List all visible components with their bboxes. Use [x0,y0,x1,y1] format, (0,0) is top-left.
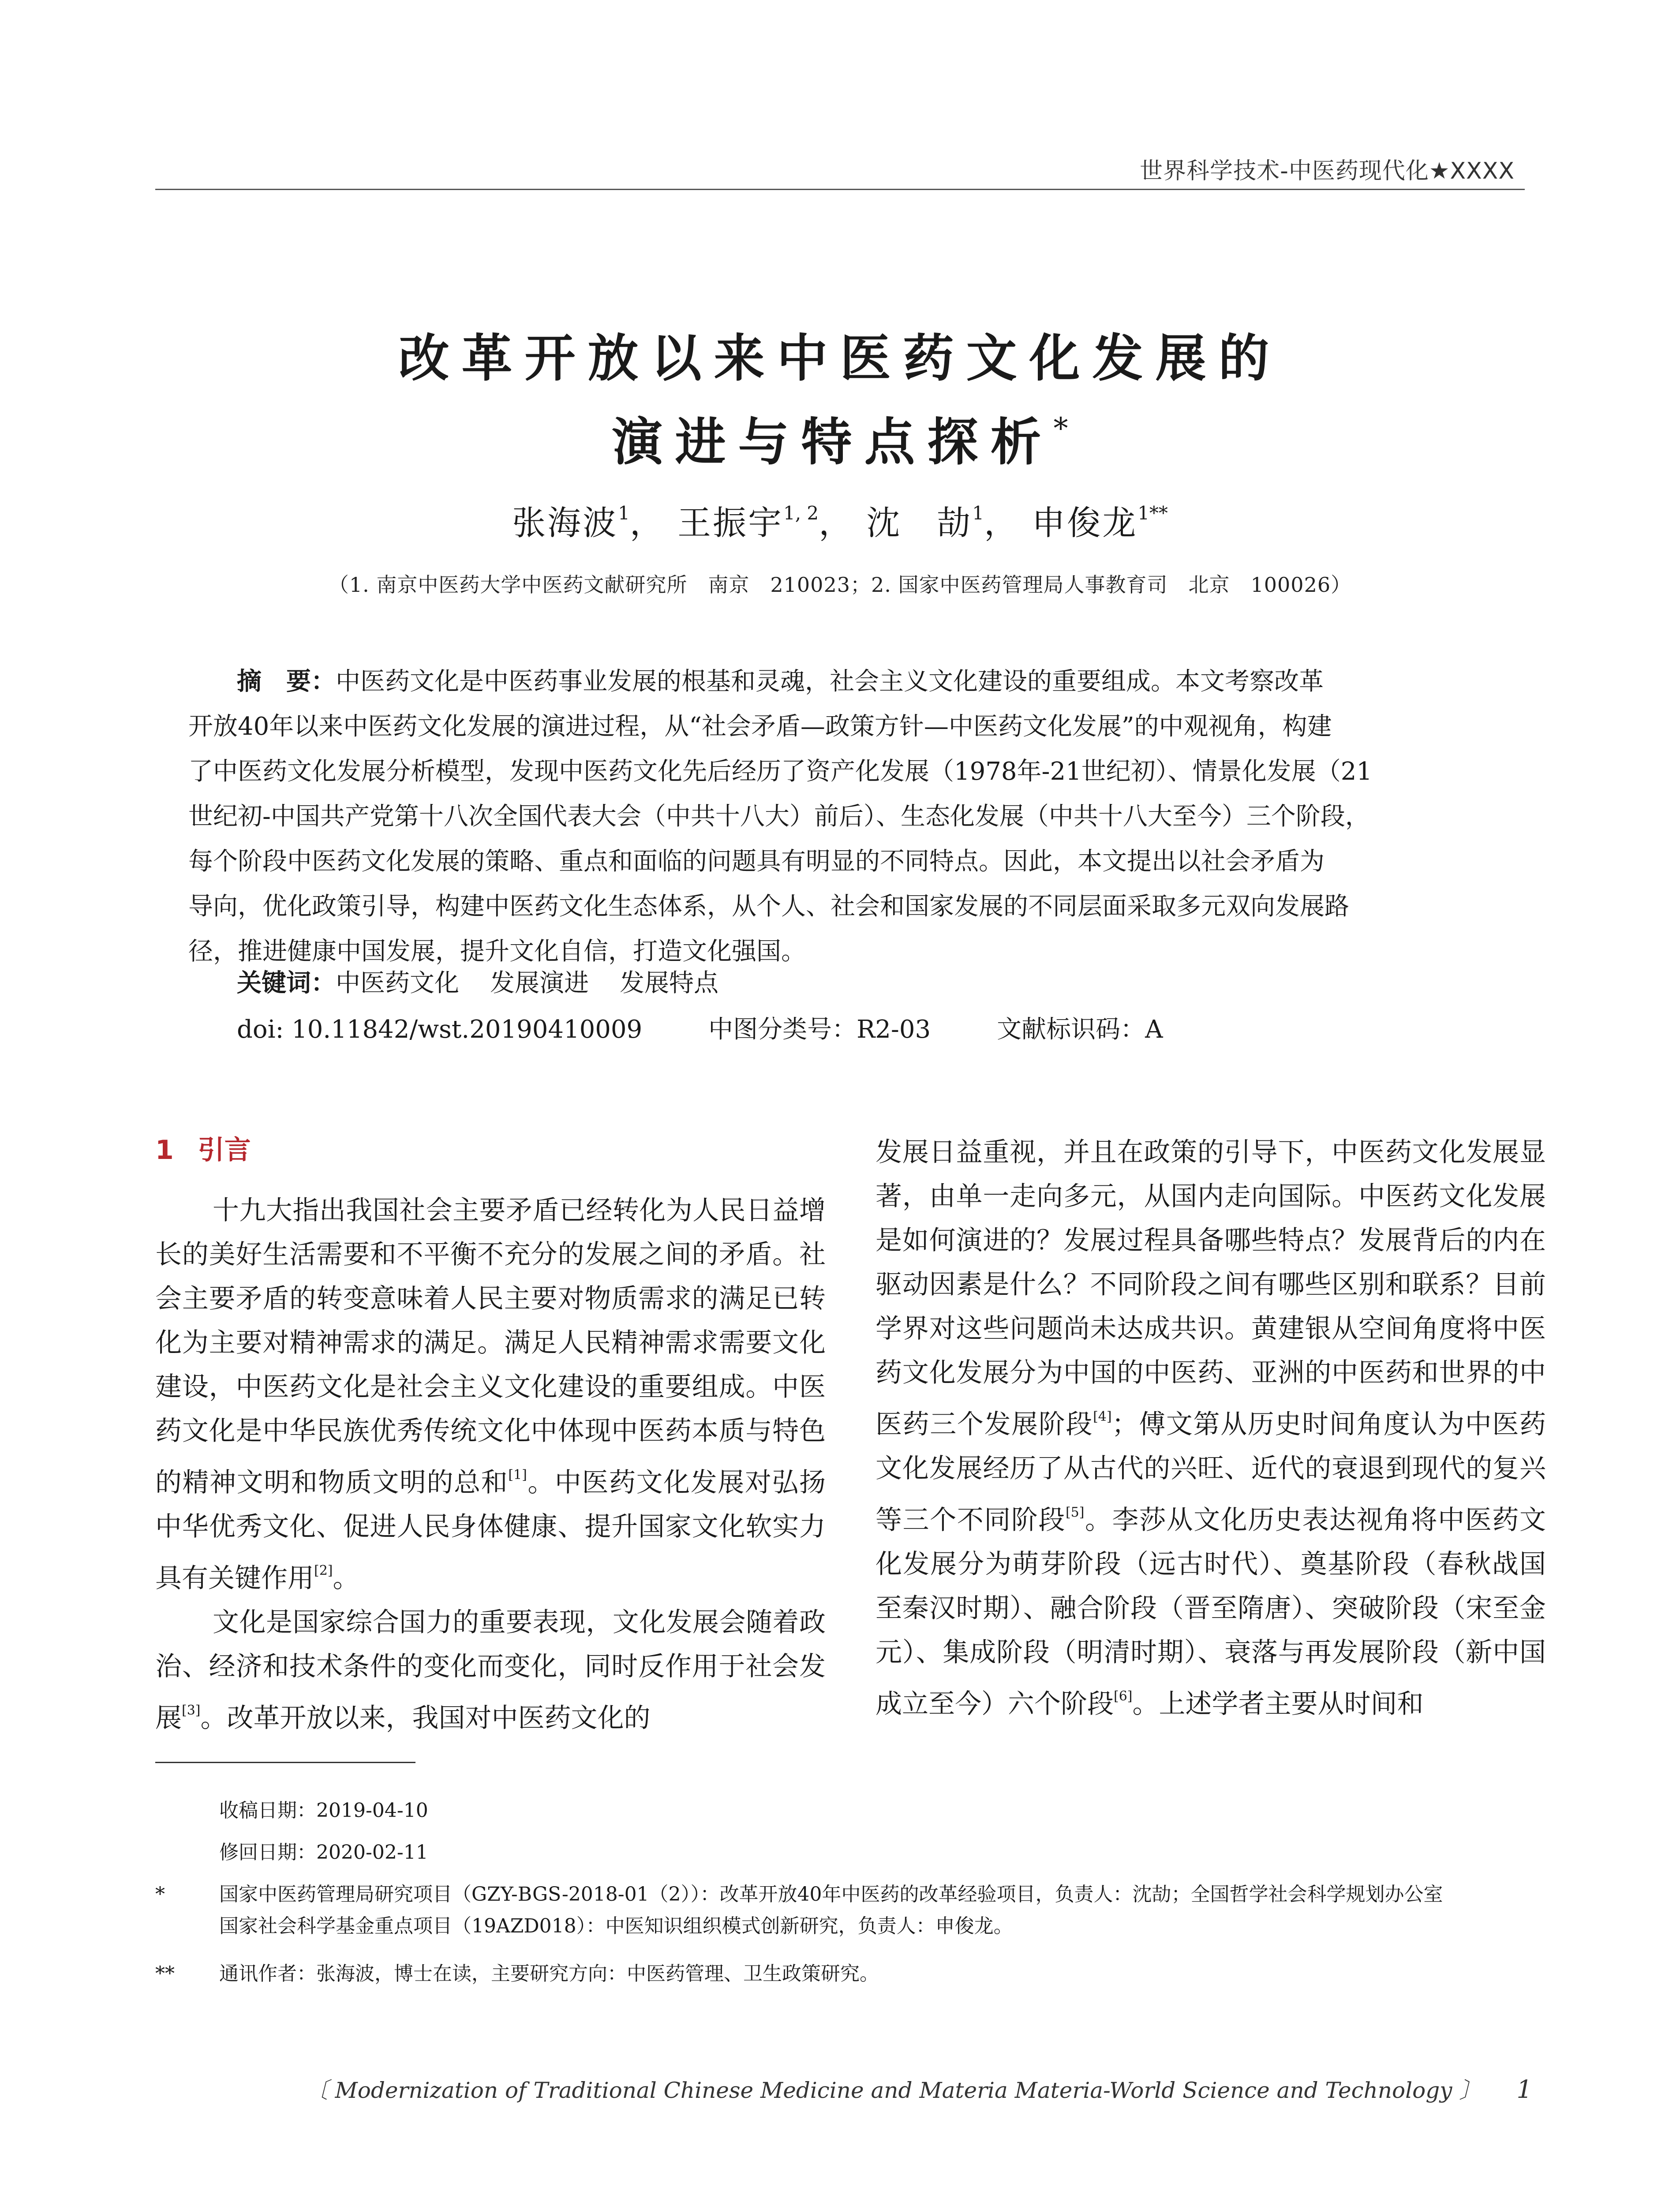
clc-number: 中图分类号：R2-03 [708,1015,931,1044]
footnote-rule [155,1762,415,1763]
abstract [188,659,1504,974]
right-column [876,1130,1546,1726]
author-name: 申俊龙 [1032,503,1138,542]
author-name: 沈 劼 [866,503,973,542]
abstract-line: 了中医药文化发展分析模型，发现中医药文化先后经历了资产化发展（1978年-21世纪初）、情景化发展（21 [188,757,1372,786]
abstract-line: 导向，优化政策引导，构建中医药文化生态体系，从个人、社会和国家发展的不同层面采取多元双向发展路 [188,892,1349,921]
left-column [155,1188,826,1740]
affiliations: （1. 南京中医药大学中医药文献研究所 南京 210023；2. 国家中医药管理局人事教育司 北京 100026） [328,573,1352,597]
section-heading [155,1129,251,1167]
abstract-line: 每个阶段中医药文化发展的策略、重点和面临的问题具有明显的不同特点。因此，本文提出以社会矛盾为 [188,847,1325,876]
paragraph: 文化是国家综合国力的重要表现，文化发展会随着政治、经济和技术条件的变化而变化，同时反作用于社会发展[3]。改革开放以来，我国对中医药文化的 [155,1607,826,1734]
document-code: 文献标识码：A [997,1015,1163,1044]
correspondence-note: ** 通讯作者：张海波，博士在读，主要研究方向：中医药管理、卫生政策研究。 [219,1958,1507,1990]
doi: doi: 10.11842/wst.20190410009 [237,1015,643,1044]
received-date: 收稿日期：2019-04-10 [219,1799,428,1822]
citation: [3] [182,1703,201,1718]
running-head: 世界科学技术-中医药现代化★XXXX [1140,158,1515,184]
abstract-line: 中医药文化是中医药事业发展的根基和灵魂，社会主义文化建设的重要组成。本文考察改革 [336,667,1324,696]
author-name: 王振宇 [677,503,783,542]
author-name: 张海波 [512,503,618,542]
citation: [6] [1114,1689,1133,1704]
abstract-line: 径，推进健康中国发展，提升文化自信，打造文化强国。 [188,937,806,966]
section-number: 1 [155,1135,174,1166]
paragraph: 发展日益重视，并且在政策的引导下，中医药文化发展显著，由单一走向多元，从国内走向国际。中医药文化发展是如何演进的？发展过程具备哪些特点？发展背后的内在驱动因素是什么？不同阶段之间有哪些区别和联系？目前学界对这些问题尚未达成共识。黄建银从空间角度将中医药文化发展分为中国的中医药、亚洲的中医药和世界的中医药三个发展阶段[4]；傅文第从历史时间角度认为中医药文化发展经历了从古代的兴旺、近代的衰退到现代的复兴等三个不同阶段[5]。李莎从文化历史表达视角将中医药文化发展分为萌芽阶段（远古时代）、奠基阶段（春秋战国至秦汉时期）、融合阶段（晋至隋唐）、突破阶段（宋至金元）、集成阶段（明清时期）、衰落与再发展阶段（新中国成立至今）六个阶段[6]。上述学者主要从时间和 [876,1137,1546,1719]
author-aff: 1** [1137,502,1168,524]
title-line-2 [0,401,1680,474]
citation: [5] [1065,1505,1085,1520]
author-aff: 1 [618,502,630,524]
header-rule [155,189,1525,190]
paragraph: 十九大指出我国社会主要矛盾已经转化为人民日益增长的美好生活需要和不平衡不充分的发展之间的矛盾。社会主要矛盾的转变意味着人民主要对物质需求的满足已转化为主要对精神需求的满足。满足人民精神需求需要文化建设，中医药文化是社会主义文化建设的重要组成。中医药文化是中华民族优秀传统文化中体现中医药本质与特色的精神文明和物质文明的总和[1]。中医药文化发展对弘扬中华优秀文化、促进人民身体健康、提升国家文化软实力具有关键作用[2]。 [155,1195,826,1594]
abstract-label: 摘 要： [237,667,336,696]
citation: [4] [1093,1409,1112,1424]
keyword: 发展演进 [490,969,589,998]
keyword: 发展特点 [620,969,718,998]
journal-name: 〔 Modernization of Traditional Chinese Medicine and Materia Materia-World Science and Technology 〕 [306,2078,1482,2103]
page-number: 1 [1516,2075,1532,2104]
identifiers [237,1010,1229,1045]
keyword: 中医药文化 [336,969,459,998]
page-footer [306,2073,1532,2104]
section-title: 引言 [198,1135,251,1166]
footnote-mark: * [155,1883,165,1906]
abstract-line: 世纪初-中国共产党第十八次全国代表大会（中共十八大）前后）、生态化发展（中共十八大至今）三个阶段， [188,802,1370,831]
author-aff: 1, 2 [783,502,819,524]
title-line-1: 改革开放以来中医药文化发展的 [398,329,1282,388]
citation: [2] [314,1563,333,1578]
fund-note: * 国家中医药管理局研究项目（GZY-BGS-2018-01（2））：改革开放40年中医药的改革经验项目，负责人：沈劼；全国哲学社会科学规划办公室 国家社会科学基金重点项目（19AZD018）：中医知识组织模式创新研究，负责人：申俊龙。 [219,1879,1507,1942]
revised-date: 修回日期：2020-02-11 [219,1841,428,1864]
keywords-label: 关键词： [237,969,336,998]
title-text: 演进与特点探析 [612,412,1054,472]
citation: [1] [508,1467,527,1483]
title-mark: * [1053,411,1068,445]
keywords [237,964,749,999]
footnote-mark: ** [155,1962,175,1985]
author-aff: 1 [972,502,984,524]
abstract-line: 开放40年以来中医药文化发展的演进过程，从“社会矛盾—政策方针—中医药文化发展”的中观视角，构建 [188,712,1332,741]
author-list: 张海波$^1$， 王振宇$^{1, 2}$， 沈 劼$^1$， 申俊龙$^{1**}$ [512,502,1168,542]
